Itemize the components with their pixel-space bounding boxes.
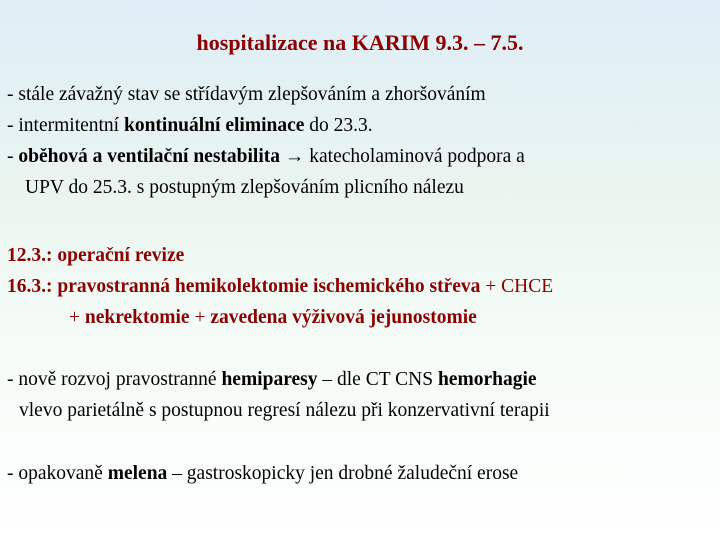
text: - intermitentní	[7, 115, 124, 136]
text: zavedena výživová jejunostomie	[210, 307, 477, 328]
text: - nově rozvoj pravostranné	[7, 369, 222, 390]
text: -	[7, 146, 19, 167]
text: - stále závažný stav se střídavým zlepšováním a zhoršováním	[7, 84, 486, 105]
text: do 23.3.	[304, 115, 373, 136]
list-item	[7, 240, 553, 271]
gi-section	[7, 458, 518, 489]
text: 12.3.: operační revize	[7, 245, 185, 266]
list-item	[7, 458, 518, 489]
text-bold: hemiparesy	[221, 369, 318, 390]
text: +	[69, 307, 85, 328]
text: 16.3.: pravostranná hemikolektomie ischemického střeva	[7, 276, 486, 297]
course-summary	[7, 79, 525, 203]
list-item	[7, 141, 525, 172]
text: UPV do 25.3. s postupným zlepšováním plicního nálezu	[25, 177, 464, 198]
list-item	[7, 271, 553, 302]
list-item-continuation	[7, 395, 550, 426]
text-bold: hemorhagie	[437, 369, 537, 390]
text: – dle CT CNS	[317, 369, 438, 390]
text-bold: oběhová a ventilační nestabilita	[18, 146, 281, 167]
list-item-continuation	[7, 302, 553, 333]
text: + CHCE	[485, 276, 554, 297]
text: - opakovaně	[7, 463, 108, 484]
text-bold: kontinuální eliminace	[123, 115, 305, 136]
list-item	[7, 364, 550, 395]
list-item	[7, 110, 525, 141]
list-item	[7, 79, 525, 110]
text: +	[194, 307, 211, 328]
neurology-section	[7, 364, 550, 426]
text: vlevo parietálně s postupnou regresí nálezu při konzervativní terapii	[19, 400, 550, 421]
text: → katecholaminová podpora a	[280, 146, 525, 167]
page-title: hospitalizace na KARIM 9.3. – 7.5.	[196, 30, 524, 55]
text: – gastroskopicky jen drobné žaludeční erose	[167, 463, 519, 484]
text: nekrektomie	[84, 307, 195, 328]
text-bold: melena	[107, 463, 168, 484]
list-item-continuation	[7, 172, 525, 203]
surgery-section	[7, 240, 553, 333]
